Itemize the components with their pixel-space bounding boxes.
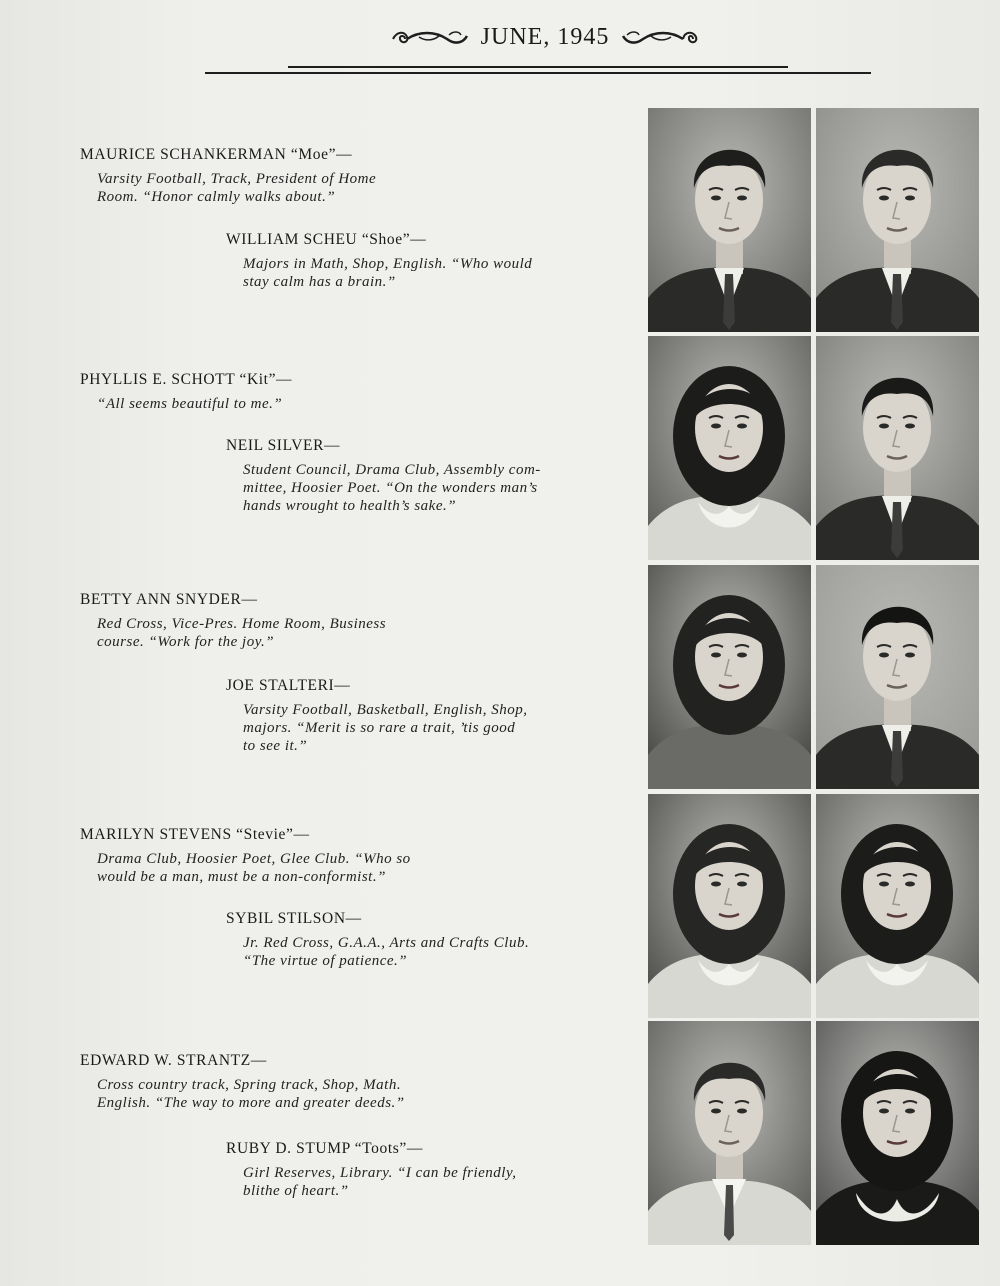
description-line: to see it.” bbox=[243, 738, 308, 754]
description-line: Majors in Math, Shop, English. “Who would bbox=[243, 256, 533, 272]
student-name: MARILYN STEVENS “Stevie”— bbox=[80, 826, 310, 843]
student-description bbox=[80, 395, 465, 413]
portrait-illustration bbox=[816, 336, 979, 560]
portrait-illustration bbox=[648, 336, 811, 560]
description-line: “The virtue of patience.” bbox=[243, 953, 408, 969]
description-line: Red Cross, Vice-Pres. Home Room, Business bbox=[97, 616, 387, 632]
student-description bbox=[226, 701, 606, 755]
description-line: would be a man, must be a non-conformist.” bbox=[97, 869, 386, 885]
description-line: “All seems beautiful to me.” bbox=[97, 396, 283, 412]
entry-phyllis-schott bbox=[80, 371, 465, 413]
student-name: BETTY ANN SNYDER— bbox=[80, 591, 258, 608]
student-name: WILLIAM SCHEU “Shoe”— bbox=[226, 231, 427, 248]
student-description bbox=[226, 934, 606, 970]
description-line: mittee, Hoosier Poet. “On the wonders man’s bbox=[243, 480, 538, 496]
portrait-maurice-schankerman bbox=[648, 108, 811, 332]
description-line: stay calm has a brain.” bbox=[243, 274, 396, 290]
description-line: Varsity Football, Track, President of Home bbox=[97, 171, 377, 187]
portrait-illustration bbox=[648, 1021, 811, 1245]
portrait-illustration bbox=[816, 108, 979, 332]
student-description bbox=[226, 1164, 606, 1200]
portrait-illustration bbox=[816, 565, 979, 789]
description-line: Cross country track, Spring track, Shop, Math. bbox=[97, 1077, 402, 1093]
student-description bbox=[80, 615, 465, 651]
entry-joe-stalteri bbox=[226, 677, 606, 755]
page-header bbox=[0, 24, 1000, 68]
description-line: Varsity Football, Basketball, English, Shop, bbox=[243, 702, 528, 718]
student-description bbox=[80, 1076, 465, 1112]
student-name: JOE STALTERI— bbox=[226, 677, 351, 694]
entry-neil-silver bbox=[226, 437, 606, 515]
portrait-illustration bbox=[648, 108, 811, 332]
description-line: hands wrought to health’s sake.” bbox=[243, 498, 457, 514]
portrait-illustration bbox=[816, 1021, 979, 1245]
portrait-illustration bbox=[816, 794, 979, 1018]
portrait-neil-silver bbox=[816, 336, 979, 560]
student-name: SYBIL STILSON— bbox=[226, 910, 362, 927]
description-line: Student Council, Drama Club, Assembly com- bbox=[243, 462, 541, 478]
description-line: Room. “Honor calmly walks about.” bbox=[97, 189, 336, 205]
portrait-phyllis-schott bbox=[648, 336, 811, 560]
scroll-ornament-icon bbox=[389, 27, 471, 49]
header-rule-lower bbox=[205, 72, 871, 74]
entry-betty-ann-snyder bbox=[80, 591, 465, 651]
entry-edward-strantz bbox=[80, 1052, 465, 1112]
student-description bbox=[226, 461, 606, 515]
description-line: Jr. Red Cross, G.A.A., Arts and Crafts Club. bbox=[243, 935, 530, 951]
entry-marilyn-stevens bbox=[80, 826, 465, 886]
entry-maurice-schankerman bbox=[80, 146, 465, 206]
description-line: blithe of heart.” bbox=[243, 1183, 349, 1199]
student-description bbox=[80, 850, 465, 886]
entry-william-scheu bbox=[226, 231, 606, 291]
student-name: PHYLLIS E. SCHOTT “Kit”— bbox=[80, 371, 293, 388]
portrait-illustration bbox=[648, 794, 811, 1018]
description-line: majors. “Merit is so rare a trait, ’tis good bbox=[243, 720, 516, 736]
header-rule-upper bbox=[288, 66, 788, 68]
portrait-edward-strantz bbox=[648, 1021, 811, 1245]
student-name: RUBY D. STUMP “Toots”— bbox=[226, 1140, 423, 1157]
portrait-illustration bbox=[648, 565, 811, 789]
description-line: Drama Club, Hoosier Poet, Glee Club. “Who so bbox=[97, 851, 411, 867]
portrait-sybil-stilson bbox=[816, 794, 979, 1018]
portrait-marilyn-stevens bbox=[648, 794, 811, 1018]
student-name: MAURICE SCHANKERMAN “Moe”— bbox=[80, 146, 353, 163]
description-line: course. “Work for the joy.” bbox=[97, 634, 275, 650]
student-description bbox=[80, 170, 465, 206]
student-description bbox=[226, 255, 606, 291]
scroll-ornament-icon bbox=[619, 27, 701, 49]
page-title: JUNE, 1945 bbox=[480, 24, 610, 50]
description-line: Girl Reserves, Library. “I can be friendly, bbox=[243, 1165, 517, 1181]
description-line: English. “The way to more and greater deeds.” bbox=[97, 1095, 405, 1111]
student-name: EDWARD W. STRANTZ— bbox=[80, 1052, 267, 1069]
portrait-ruby-stump bbox=[816, 1021, 979, 1245]
portrait-betty-ann-snyder bbox=[648, 565, 811, 789]
portrait-joe-stalteri bbox=[816, 565, 979, 789]
entry-sybil-stilson bbox=[226, 910, 606, 970]
portrait-william-scheu bbox=[816, 108, 979, 332]
student-name: NEIL SILVER— bbox=[226, 437, 341, 454]
entry-ruby-stump bbox=[226, 1140, 606, 1200]
